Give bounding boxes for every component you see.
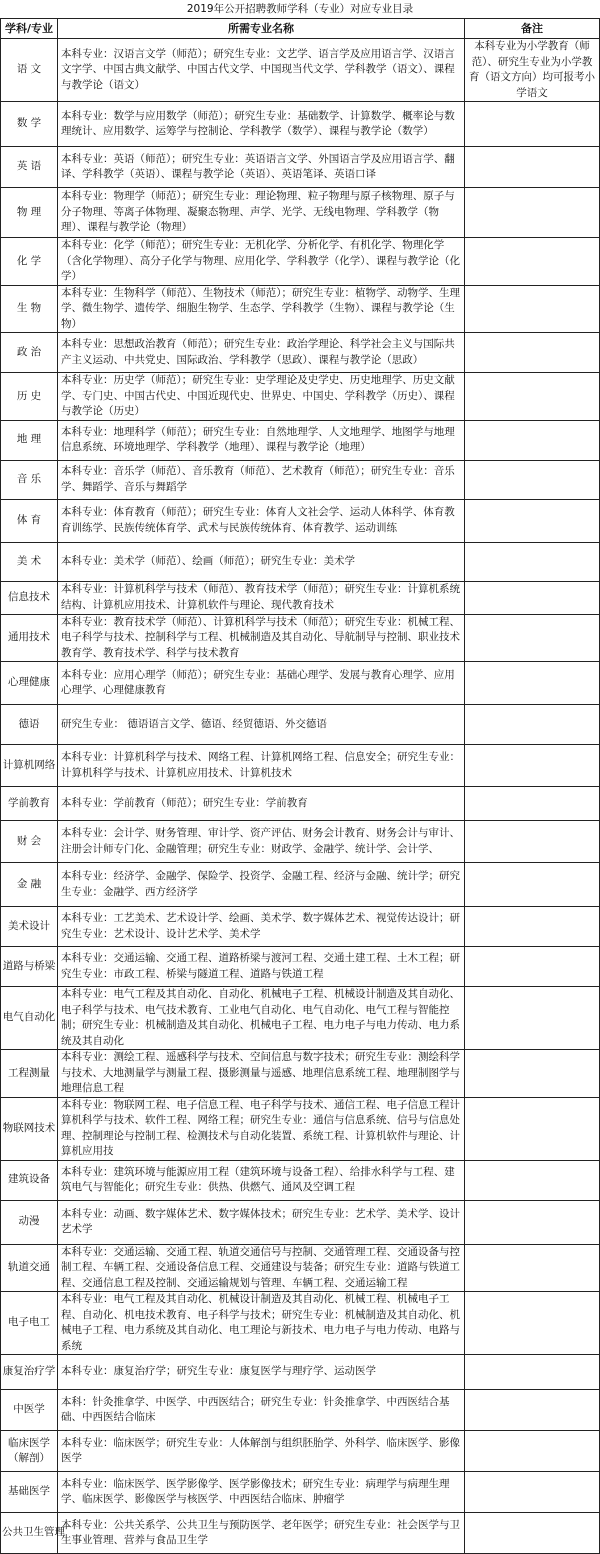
subject-cell: 地 理 bbox=[1, 420, 58, 460]
majors-cell: 本科专业：计算机科学与技术、网络工程、计算机网络工程、信息安全；研究生专业：计算机科学与技术、计算机应用技术、计算机技术 bbox=[58, 745, 465, 787]
table-row bbox=[1, 1050, 600, 1098]
table-row bbox=[1, 1160, 600, 1200]
subject-cell: 公共卫生管理 bbox=[1, 1513, 58, 1554]
majors-cell: 本科专业：英语（师范）；研究生专业：英语语言文学、外国语言学及应用语言学、翻译、学科教学（英语）、课程与教学论（英语）、英语笔译、英语口译 bbox=[58, 147, 465, 188]
notes-cell bbox=[465, 285, 600, 333]
subject-cell: 德语 bbox=[1, 705, 58, 745]
table-row bbox=[1, 614, 600, 662]
majors-cell: 本科专业：电气工程及其自动化、机械设计制造及其自动化、机械工程、机械电子工程、自动化、机电技术教育、电子科学与技术；研究生专业：机械制造及其自动化、机械电子工程、电力系统及其自动化、电工理论与新技术、电力电子与电力传动、电路与系统 bbox=[58, 1292, 465, 1355]
table-row bbox=[1, 987, 600, 1050]
notes-cell bbox=[465, 1472, 600, 1513]
majors-cell: 本科专业：学前教育（师范）；研究生专业：学前教育 bbox=[58, 787, 465, 821]
notes-cell bbox=[465, 1431, 600, 1472]
majors-cell: 本科专业：汉语言文学（师范）；研究生专业：文艺学、语言学及应用语言学、汉语言文字学、中国古典文献学、中国古代文学、中国现当代文学、学科教学（语文）、课程与教学论（语文） bbox=[58, 39, 465, 102]
table-row bbox=[1, 1431, 600, 1472]
majors-cell: 本科专业：美术学（师范）、绘画（师范）；研究生专业：美术学 bbox=[58, 542, 465, 581]
subject-cell: 物 理 bbox=[1, 188, 58, 238]
notes-cell bbox=[465, 705, 600, 745]
notes-cell bbox=[465, 188, 600, 238]
notes-cell bbox=[465, 1355, 600, 1390]
table-row bbox=[1, 333, 600, 373]
table-row bbox=[1, 102, 600, 147]
majors-cell: 本科专业：建筑环境与能源应用工程（建筑环境与设备工程）、给排水科学与工程、建筑电气与智能化；研究生专业：供热、供燃气、通风及空调工程 bbox=[58, 1160, 465, 1200]
subject-cell: 财 会 bbox=[1, 821, 58, 863]
notes-cell bbox=[465, 1292, 600, 1355]
table-row bbox=[1, 1292, 600, 1355]
table-row bbox=[1, 188, 600, 238]
subject-cell: 政 治 bbox=[1, 333, 58, 373]
table-row bbox=[1, 460, 600, 499]
table-row bbox=[1, 420, 600, 460]
subject-cell: 电气自动化 bbox=[1, 987, 58, 1050]
table-row bbox=[1, 542, 600, 581]
subject-cell: 临床医学（解剖） bbox=[1, 1431, 58, 1472]
majors-cell: 本科专业：历史学（师范）；研究生专业：史学理论及史学史、历史地理学、历史文献学、专门史、中国古代史、中国近现代史、世界史、中国史、学科教学（历史）、课程与教学论（历史） bbox=[58, 373, 465, 421]
notes-cell bbox=[465, 1513, 600, 1554]
majors-cell: 本科专业：计算机科学与技术（师范）、教育技术学（师范）；研究生专业：计算机系统结构、计算机应用技术、计算机软件与理论、现代教育技术 bbox=[58, 581, 465, 614]
majors-cell: 本科专业：生物科学（师范）、生物技术（师范）；研究生专业：植物学、动物学、生理学、微生物学、遗传学、细胞生物学、生态学、学科教学（生物）、课程与教学论（生物） bbox=[58, 285, 465, 333]
subject-cell: 音 乐 bbox=[1, 460, 58, 499]
notes-cell bbox=[465, 373, 600, 421]
subject-cell: 工程测量 bbox=[1, 1050, 58, 1098]
notes-cell: 本科专业为小学教育（师范）、研究生专业为小学教育（语文方向）均可报考小学语文 bbox=[465, 39, 600, 102]
table-row bbox=[1, 147, 600, 188]
notes-cell bbox=[465, 238, 600, 286]
notes-cell bbox=[465, 745, 600, 787]
subject-cell: 数 学 bbox=[1, 102, 58, 147]
majors-cell: 本科专业：音乐学（师范）、音乐教育（师范）、艺术教育（师范）；研究生专业：音乐学、舞蹈学、音乐与舞蹈学 bbox=[58, 460, 465, 499]
notes-cell bbox=[465, 147, 600, 188]
table-row bbox=[1, 1472, 600, 1513]
majors-cell: 本科专业：康复治疗学；研究生专业：康复医学与理疗学、运动医学 bbox=[58, 1355, 465, 1390]
table-row bbox=[1, 821, 600, 863]
majors-cell: 本科专业：化学（师范）；研究生专业：无机化学、分析化学、有机化学、物理化学（含化学物理）、高分子化学与物理、应用化学、学科教学（化学）、课程与教学论（化学） bbox=[58, 238, 465, 286]
subject-cell: 体 育 bbox=[1, 499, 58, 542]
subject-cell: 基础医学 bbox=[1, 1472, 58, 1513]
notes-cell bbox=[465, 1097, 600, 1160]
notes-cell bbox=[465, 581, 600, 614]
majors-cell: 本科专业：应用心理学（师范）；研究生专业：基础心理学、发展与教育心理学、应用心理学、心理健康教育 bbox=[58, 662, 465, 705]
notes-cell bbox=[465, 947, 600, 987]
subject-cell: 英 语 bbox=[1, 147, 58, 188]
table-row bbox=[1, 285, 600, 333]
notes-cell bbox=[465, 987, 600, 1050]
subject-cell: 历 史 bbox=[1, 373, 58, 421]
table-row bbox=[1, 907, 600, 947]
subject-cell: 动漫 bbox=[1, 1200, 58, 1244]
notes-cell bbox=[465, 1200, 600, 1244]
notes-cell bbox=[465, 863, 600, 907]
table-row bbox=[1, 863, 600, 907]
majors-cell: 本科专业：交通运输、交通工程、道路桥梁与渡河工程、交通土建工程、土木工程；研究生专业：市政工程、桥梁与隧道工程、道路与铁道工程 bbox=[58, 947, 465, 987]
table-row bbox=[1, 39, 600, 102]
majors-cell: 本科专业：动画、数字媒体艺术、数字媒体技术；研究生专业：艺术学、美术学、设计艺术学 bbox=[58, 1200, 465, 1244]
notes-cell bbox=[465, 1390, 600, 1431]
table-row bbox=[1, 745, 600, 787]
subject-cell: 美术设计 bbox=[1, 907, 58, 947]
table-row bbox=[1, 1390, 600, 1431]
majors-cell: 本科：针灸推拿学、中医学、中西医结合；研究生专业：针灸推拿学、中西医结合基础、中西医结合临床 bbox=[58, 1390, 465, 1431]
notes-cell bbox=[465, 460, 600, 499]
majors-cell: 本科专业：会计学、财务管理、审计学、资产评估、财务会计教育、财务会计与审计、注册会计师专门化、金融管理；研究生专业：财政学、金融学、统计学、会计学、 bbox=[58, 821, 465, 863]
subject-cell: 中医学 bbox=[1, 1390, 58, 1431]
subject-cell: 心理健康 bbox=[1, 662, 58, 705]
majors-cell: 本科专业：临床医学；研究生专业：人体解剖与组织胚胎学、外科学、临床医学、影像医学 bbox=[58, 1431, 465, 1472]
notes-cell bbox=[465, 662, 600, 705]
majors-cell: 本科专业：物联网工程、电子信息工程、电子科学与技术、通信工程、电子信息工程计算机科学与技术、软件工程、网络工程；研究生专业：通信与信息系统、信号与信息处理、控制理论与控制工程、检测技术与自动化装置、系统工程、计算机软件与理论、计算机应用技 bbox=[58, 1097, 465, 1160]
majors-cell: 本科专业：测绘工程、遥感科学与技术、空间信息与数字技术；研究生专业：测绘科学与技术、大地测量学与测量工程、摄影测量与遥感、地理信息系统工程、地理制图学与地理信息工程 bbox=[58, 1050, 465, 1098]
majors-cell: 研究生专业： 德语语言文学、德语、经贸德语、外交德语 bbox=[58, 705, 465, 745]
subject-cell: 语 文 bbox=[1, 39, 58, 102]
notes-cell bbox=[465, 333, 600, 373]
notes-cell bbox=[465, 907, 600, 947]
table-row bbox=[1, 662, 600, 705]
majors-cell: 本科专业：教育技术学（师范）、计算机科学与技术（师范）；研究生专业：机械工程、电子科学与技术、控制科学与工程、机械制造及其自动化、导航制导与控制、职业技术教育学、教育技术学、科学与技术教育 bbox=[58, 614, 465, 662]
header-majors: 所需专业名称 bbox=[58, 19, 465, 39]
subject-cell: 金 融 bbox=[1, 863, 58, 907]
subject-cell: 物联网技术 bbox=[1, 1097, 58, 1160]
majors-cell: 本科专业：地理科学（师范）；研究生专业：自然地理学、人文地理学、地图学与地理信息系统、环境地理学、学科教学（地理）、课程与教学论（地理） bbox=[58, 420, 465, 460]
table-row bbox=[1, 705, 600, 745]
subject-cell: 信息技术 bbox=[1, 581, 58, 614]
notes-cell bbox=[465, 1244, 600, 1292]
notes-cell bbox=[465, 1050, 600, 1098]
majors-table bbox=[0, 18, 600, 1554]
subject-cell: 美 术 bbox=[1, 542, 58, 581]
table-body bbox=[1, 39, 600, 1554]
notes-cell bbox=[465, 420, 600, 460]
notes-cell bbox=[465, 542, 600, 581]
majors-cell: 本科专业：经济学、金融学、保险学、投资学、金融工程、经济与金融、统计学；研究生专业：金融学、西方经济学 bbox=[58, 863, 465, 907]
subject-cell: 轨道交通 bbox=[1, 1244, 58, 1292]
header-subject: 学科/专业 bbox=[1, 19, 58, 39]
majors-cell: 本科专业：公共关系学、公共卫生与预防医学、老年医学；研究生专业：社会医学与卫生事业管理、营养与食品卫生学 bbox=[58, 1513, 465, 1554]
majors-cell: 本科专业：体育教育（师范）；研究生专业：体育人文社会学、运动人体科学、体育教育训练学、民族传统体育学、武术与民族传统体育、体育教学、运动训练 bbox=[58, 499, 465, 542]
majors-cell: 本科专业：电气工程及其自动化、自动化、机械电子工程、机械设计制造及其自动化、电子科学与技术、电气技术教育、工业电气自动化、电气自动化、电气工程与智能控制；研究生专业：机械制造及其自动化、机械电子工程、电力电子与电力传动、电力系统及其自动化 bbox=[58, 987, 465, 1050]
subject-cell: 生 物 bbox=[1, 285, 58, 333]
majors-cell: 本科专业：数学与应用数学（师范）；研究生专业：基础数学、计算数学、概率论与数理统计、应用数学、运筹学与控制论、学科教学（数学）、课程与教学论（数学） bbox=[58, 102, 465, 147]
table-row bbox=[1, 1244, 600, 1292]
majors-cell: 本科专业：临床医学、医学影像学、医学影像技术；研究生专业：病理学与病理生理学、临床医学、影像医学与核医学、中西医结合临床、肿瘤学 bbox=[58, 1472, 465, 1513]
subject-cell: 计算机网络 bbox=[1, 745, 58, 787]
notes-cell bbox=[465, 821, 600, 863]
majors-cell: 本科专业：思想政治教育（师范）；研究生专业：政治学理论、科学社会主义与国际共产主义运动、中共党史、国际政治、学科教学（思政）、课程与教学论（思政） bbox=[58, 333, 465, 373]
notes-cell bbox=[465, 1160, 600, 1200]
document-title: 2019年公开招聘教师学科（专业）对应专业目录 bbox=[186, 3, 414, 15]
majors-cell: 本科专业：物理学（师范）；研究生专业：理论物理、粒子物理与原子核物理、原子与分子物理、等离子体物理、凝聚态物理、声学、光学、无线电物理、学科教学（物理）、课程与教学论（物理） bbox=[58, 188, 465, 238]
table-row bbox=[1, 499, 600, 542]
table-row bbox=[1, 1513, 600, 1554]
subject-cell: 道路与桥梁 bbox=[1, 947, 58, 987]
table-row bbox=[1, 1200, 600, 1244]
notes-cell bbox=[465, 787, 600, 821]
subject-cell: 通用技术 bbox=[1, 614, 58, 662]
subject-cell: 化 学 bbox=[1, 238, 58, 286]
table-row bbox=[1, 787, 600, 821]
header-notes: 备注 bbox=[465, 19, 600, 39]
notes-cell bbox=[465, 102, 600, 147]
subject-cell: 电子电工 bbox=[1, 1292, 58, 1355]
majors-cell: 本科专业：交通运输、交通工程、轨道交通信号与控制、交通管理工程、交通设备与控制工程、车辆工程、交通设备信息工程、交通建设与装备；研究生专业：道路与铁道工程、交通信息工程及控制、交通运输规划与管理、车辆工程、交通运输工程 bbox=[58, 1244, 465, 1292]
notes-cell bbox=[465, 614, 600, 662]
table-row bbox=[1, 581, 600, 614]
subject-cell: 康复治疗学 bbox=[1, 1355, 58, 1390]
table-row bbox=[1, 1097, 600, 1160]
majors-cell: 本科专业：工艺美术、艺术设计学、绘画、美术学、数字媒体艺术、视觉传达设计；研究生专业：艺术设计、设计艺术学、美术学 bbox=[58, 907, 465, 947]
table-row bbox=[1, 947, 600, 987]
subject-cell: 学前教育 bbox=[1, 787, 58, 821]
table-row bbox=[1, 1355, 600, 1390]
table-row bbox=[1, 238, 600, 286]
table-row bbox=[1, 373, 600, 421]
table-header-row bbox=[1, 19, 600, 39]
notes-cell bbox=[465, 499, 600, 542]
subject-cell: 建筑设备 bbox=[1, 1160, 58, 1200]
